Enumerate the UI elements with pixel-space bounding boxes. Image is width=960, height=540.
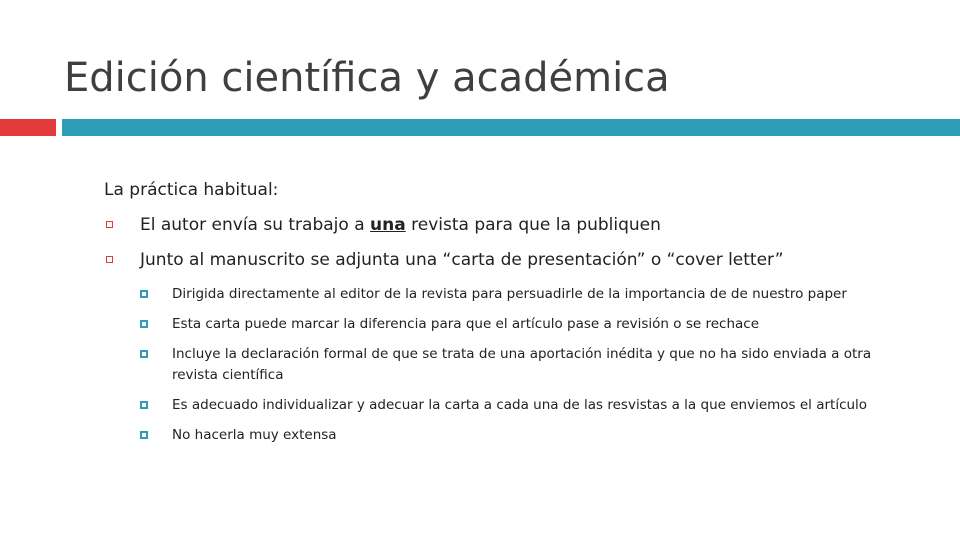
filled-square-bullet-icon xyxy=(140,431,148,439)
filled-square-bullet-icon xyxy=(140,320,148,328)
title-accent-bar-teal xyxy=(62,119,960,136)
square-bullet-icon xyxy=(106,221,113,228)
sub-bullet-text: Es adecuado individualizar y adecuar la carta a cada una de las resvistas a la que enviemos el artículo xyxy=(172,397,868,413)
sub-bullet-text: Incluye la declaración formal de que se trata de una aportación inédita y que no ha sido enviada a otra revista científica xyxy=(172,346,872,383)
sub-bullet-text: No hacerla muy extensa xyxy=(172,427,337,443)
bullet-text-pre: El autor envía su trabajo a xyxy=(140,215,371,235)
intro-text: La práctica habitual: xyxy=(104,180,279,200)
bullet-text-post: revista para que la publiquen xyxy=(405,215,661,235)
sub-list-item xyxy=(140,344,880,386)
title-accent-bar-red xyxy=(0,119,56,136)
filled-square-bullet-icon xyxy=(140,401,148,409)
filled-square-bullet-icon xyxy=(140,350,148,358)
sub-bullet-list xyxy=(140,284,880,446)
list-item xyxy=(104,249,924,271)
bullet-text-emphasis: una xyxy=(370,215,406,235)
square-bullet-icon xyxy=(106,256,113,263)
sub-bullet-text: Esta carta puede marcar la diferencia para que el artículo pase a revisión o se rechace xyxy=(172,316,759,332)
sub-list-item xyxy=(140,395,880,416)
slide-body xyxy=(104,179,924,455)
sub-list-item xyxy=(140,425,880,446)
filled-square-bullet-icon xyxy=(140,290,148,298)
sub-list-item xyxy=(140,314,880,335)
sub-bullet-text: Dirigida directamente al editor de la revista para persuadirle de la importancia de de nuestro paper xyxy=(172,286,847,302)
bullet-text: Junto al manuscrito se adjunta una “carta de presentación” o “cover letter” xyxy=(140,250,784,270)
list-item xyxy=(104,214,924,236)
slide-title: Edición científica y académica xyxy=(64,55,670,101)
bullet-list xyxy=(104,214,924,271)
sub-list-item xyxy=(140,284,880,305)
